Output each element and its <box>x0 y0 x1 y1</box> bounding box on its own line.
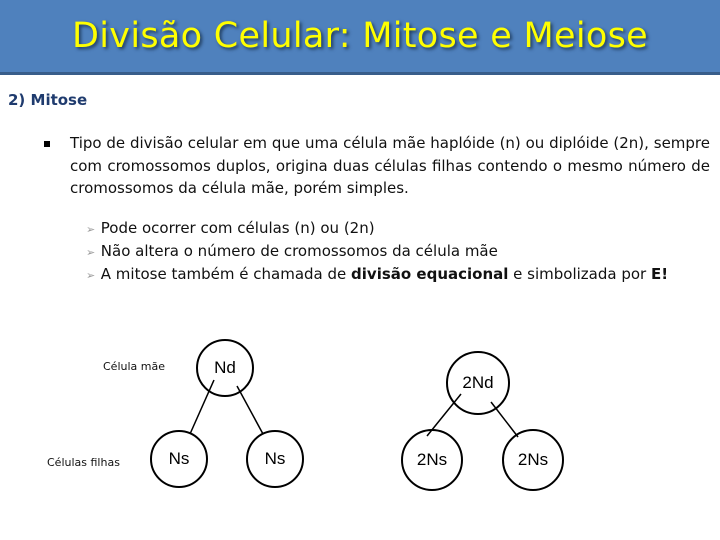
connector-line <box>237 386 263 434</box>
bullet-bold-text: divisão equacional <box>351 265 509 283</box>
section-heading: 2) Mitose <box>8 91 88 109</box>
bullet-text: A mitose também é chamada de <box>100 265 352 283</box>
node-left-parent <box>196 339 254 397</box>
bullet-text: Não altera o número de cromossomos da célula mãe <box>100 242 498 260</box>
node-label: 2Nd <box>462 373 494 392</box>
label-celulas-filhas: Células filhas <box>47 456 120 469</box>
label-celula-mae: Célula mãe <box>103 360 165 373</box>
node-right-child-2 <box>502 429 564 491</box>
node-label: Nd <box>214 358 236 377</box>
node-label: Ns <box>168 449 190 468</box>
node-left-child-2 <box>246 430 304 488</box>
node-right-child-1 <box>401 429 463 491</box>
bullet-bold-symbol: E! <box>650 265 669 283</box>
node-right-parent <box>446 351 510 415</box>
node-left-child-1 <box>150 430 208 488</box>
node-label: 2Ns <box>416 450 448 469</box>
node-label: Ns <box>264 449 286 468</box>
arrow-bullet-icon: ➢ <box>86 223 96 236</box>
slide-title: Divisão Celular: Mitose e Meiose <box>72 16 648 56</box>
bullet-text: Pode ocorrer com células (n) ou (2n) <box>100 219 375 237</box>
arrow-bullet-icon: ➢ <box>86 269 96 282</box>
node-label: 2Ns <box>517 450 549 469</box>
arrow-bullet-icon: ➢ <box>86 246 96 259</box>
bullet-text: e simbolizada por <box>508 265 651 283</box>
definition-paragraph: Tipo de divisão celular em que uma célula mãe haplóide (n) ou diplóide (2n), sempre com cromossomos duplos, origina duas células filhas contendo o mesmo número de cromossomos da célula mãe, porém simples. <box>70 134 710 197</box>
